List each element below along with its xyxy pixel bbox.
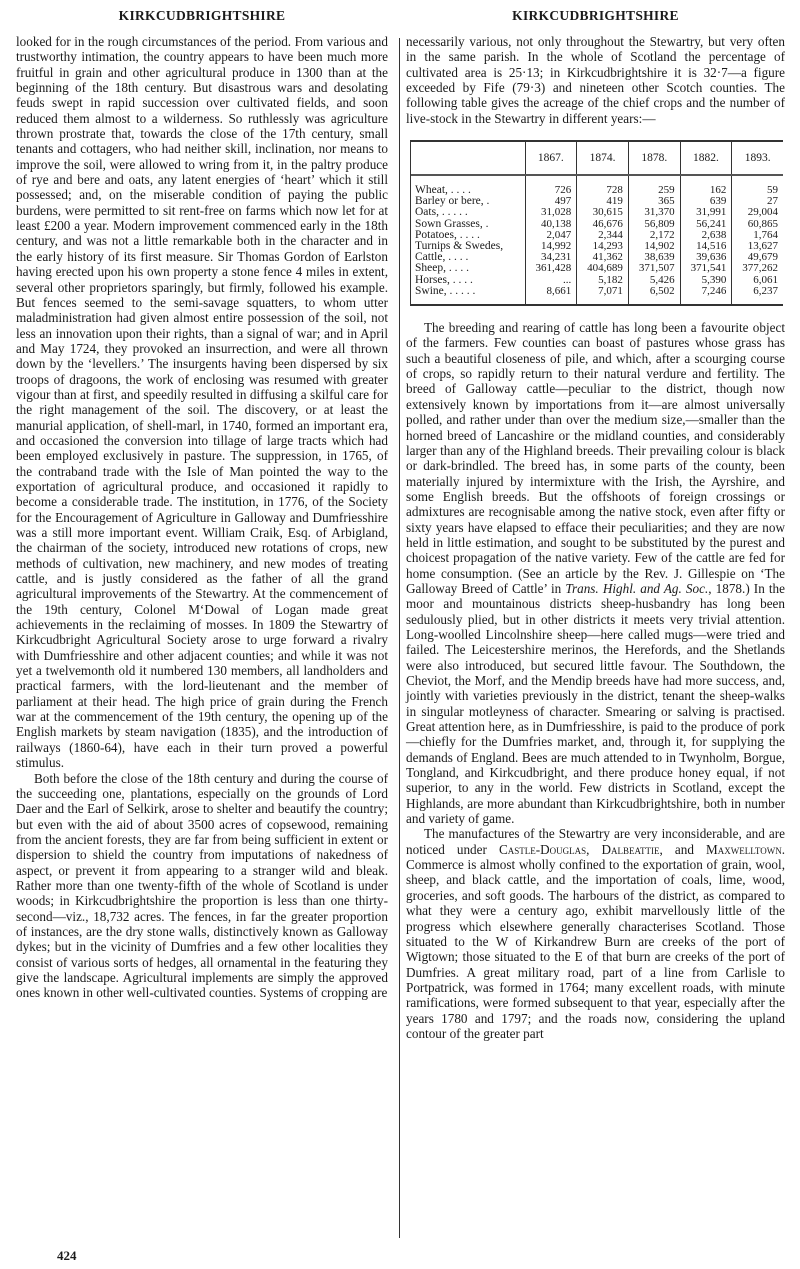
cell: 404,689 xyxy=(577,263,629,274)
paragraph-agriculture-history: looked for in the rough circumstances of the period. From various and trustworthy intimation, the country appears to have been much more fruitful in grain and other agricultural produce in 1300 than at the beginning of the 18th century. But disastrous wars and desolating feuds swept in rapid succession over cultivated fields, and soon reduced them almost to a wilderness. So ruthlessly was agriculture thrown prostrate that, towards the close of the 17th century, small tenants and cottagers, who had neither skill, inclination, nor means to improve the soil, were allowed to wring from it, in the paltry produce of rye and bere and oats, any latent energies of ‘heart’ which it still possessed; and, on the miserable condition of paying the public burdens, were permitted to sit rent-free on farms which now let for at least £200 a year. Modern improvement commenced early in the 18th century, and was not a little remarkable both in the character and in the early history of its first measure. Sir Thomas Gordon of Earlston having erected upon his own property a stone fence 4 miles in extent, several other proprietors sparingly, but firmly, followed his example. But fences seemed to the semi-savage squatters, to whom utter maladministration had given almost entire possession of the soil, not less an innovation upon their rights, than a signal of war; and in April and May 1724, they provoked an insurrection, and were all thrown down by the ‘levellers.’ The insurgents having been dispersed by six troops of dragoons, the work of enclosing was resumed with greater vigour than at first, and speedily resulted in diffusing a skilful care for the right management of the soil. The discovery, or at least the manurial application, of shell-marl, in 1740, formed an important era, and occasioned the conversion into tillage of large tracts which had been employed exclusively in pasture. The suppression, in 1765, of the contraband trade with the Isle of Man pointed the way to the exportation of agricultural produce, and occasioned it rapidly to become a considerable trade. The institution, in 1776, of the Society for the Encouragement of Agriculture in Galloway and Dumfriesshire was a still more important event. William Craik, Esq. of Arbigland, the chairman of the society, introduced new rotations of crops, new methods of cultivation, new machinery, and new modes of treating cattle, and is justly considered as the father of all the grand agricultural improvements of the Stewartry. At the commencement of the 19th century, Colonel M‘Dowal of Logan made great achievements in the reclaiming of mosses. In 1809 the Stewartry of Kirkcudbright Agricultural Society arose to urge forward a rivalry with Dumfriesshire and other adjacent counties; and while it was not yet a twelvemonth old it numbered 130 members, all landholders and practical farmers, with the lord-lieutenant and the member of parliament at their head. The high price of grain during the French war at the commencement of the 19th century, the opening up of the English markets by steam navigation (1835), and the introduction of railways (1860-64), have each in their turn proved a powerful stimulus. xyxy=(16,34,388,771)
row-label: Wheat, . . . . xyxy=(415,184,471,197)
table-header-1867: 1867. xyxy=(525,142,577,175)
table-header-1878: 1878. xyxy=(628,142,680,175)
cell: 7,071 xyxy=(577,286,629,304)
stats-table xyxy=(411,142,783,304)
cell: 5,426 xyxy=(628,275,680,286)
cell: 14,992 xyxy=(525,241,577,252)
table-header-1893: 1893. xyxy=(732,142,783,175)
cell: 1,764 xyxy=(732,230,783,241)
row-label: Barley or bere, . xyxy=(415,195,490,208)
cell: 56,241 xyxy=(680,219,732,230)
cell: 14,516 xyxy=(680,241,732,252)
cell: 30,615 xyxy=(577,207,629,218)
cell: 361,428 xyxy=(525,263,577,274)
table-row xyxy=(411,207,783,218)
running-head-right: KIRKCUDBRIGHTSHIRE xyxy=(512,8,679,23)
row-label: Sown Grasses, . xyxy=(415,217,489,230)
row-label: Horses, . . . . xyxy=(415,273,473,286)
cell: 31,028 xyxy=(525,207,577,218)
cell: 56,809 xyxy=(628,219,680,230)
cattle-text: The breeding and rearing of cattle has long been a favourite object of the farmers. Few counties can boast of pastures whose grass has such a beautiful closeness of pile, and which, after a scourging course of crops, so rapidly return to their natural verdure and fertility. The breed of Galloway cattle—peculiar to the district, though now extensively known by importations from it—are almost universally polled, and rather under than over the medium size,—smaller than the horned breed of Lancashire or the midland counties, and considerably larger than any of the Highland breeds. Their prevailing colour is black or dark-brindled. The breed has, in some parts of the county, been materially injured by intermixture with the Irish, the Ayrshire, and some English breeds. But the offshoots of foreign crossings or admixtures are recognisable among the native stock, even after fifty or sixty years have elapsed to efface their peculiarities; and they are now held in little estimation, and sought to be substituted by the purest and choicest propagation of the native variety. Few of the cattle are fed for home consumption. (See an article by the Rev. J. Gillespie on ‘The Galloway Breed of Cattle’ in xyxy=(406,320,785,596)
cell: 377,262 xyxy=(732,263,783,274)
row-label: Potatoes, . . . . xyxy=(415,228,480,241)
cell: 6,237 xyxy=(732,286,783,304)
row-label: Swine, . . . . . xyxy=(415,284,476,297)
table-header-blank xyxy=(411,142,525,175)
table-row xyxy=(411,263,783,274)
cell: 5,182 xyxy=(577,275,629,286)
cell: 14,293 xyxy=(577,241,629,252)
cell: 726 xyxy=(525,175,577,196)
cell: 13,627 xyxy=(732,241,783,252)
cell: 2,172 xyxy=(628,230,680,241)
row-label: Sheep, . . . . xyxy=(415,262,469,275)
cell: 14,902 xyxy=(628,241,680,252)
cell: 38,639 xyxy=(628,252,680,263)
page-number: 424 xyxy=(57,1248,77,1263)
cell: 59 xyxy=(732,175,783,196)
place-dalbeattie: Dalbeattie xyxy=(601,841,660,857)
paragraph-manufactures xyxy=(406,826,785,1041)
cell: 27 xyxy=(732,196,783,207)
paragraph-cropping-intro: necessarily various, not only throughout the Stewartry, but very often in the same parish. In the whole of Scotland the percentage of cultivated area is 25·13; in Kirkcudbrightshire it is 32·7—a figure exceeded by Fife (79·3) and nineteen other Scotch counties. The following table gives the acreage of the chief crops and the number of live-stock in the Stewartry in different years:— xyxy=(406,34,785,126)
crops-livestock-table xyxy=(410,140,783,306)
cell: 6,502 xyxy=(628,286,680,304)
cell: 46,676 xyxy=(577,219,629,230)
cell: 7,246 xyxy=(680,286,732,304)
paragraph-plantations: Both before the close of the 18th century and during the course of the succeeding one, plantations, especially on the grounds of Lord Daer and the Earl of Selkirk, arose to shelter and beautify the country; but even with the aid of about 3500 acres of copsewood, remaining from the ancient forests, they are far from being sufficient in extent or dispersion to shield the country from imputations of nakedness of aspect, or prevent it from appearing to a stranger wild and bleak. Rather more than one twenty-fifth of the whole of Scotland is under woods; in Kirkcudbrightshire the proportion is less than one thirty-second—viz., 18,732 acres. The fences, in far the greater proportion of instances, are the dry stone walls, distinctively known as Galloway dykes; but in the vicinity of Dumfries and a few other localities they consist of various sorts of hedges, all ornamental in the featuring they give the landscape. Agricultural implements are simply the approved ones known in other well-cultivated counties. Systems of cropping are xyxy=(16,770,388,1001)
cell: 31,370 xyxy=(628,207,680,218)
journal-title: Trans. Highl. and Ag. Soc. xyxy=(565,580,709,596)
row-label: Turnips & Swedes, xyxy=(415,240,504,253)
cell: ... xyxy=(525,275,577,286)
cell: 39,636 xyxy=(680,252,732,263)
place-maxwelltown: Maxwelltown xyxy=(706,841,782,857)
right-column xyxy=(406,0,785,1041)
cell: 34,231 xyxy=(525,252,577,263)
cell: 31,991 xyxy=(680,207,732,218)
manufactures-text: The manufactures of the Stewartry are very inconsiderable, and are noticed under xyxy=(406,826,785,857)
table-header-1882: 1882. xyxy=(680,142,732,175)
place-castle-douglas: Castle-Douglas xyxy=(498,841,587,857)
cattle-text-tail: , 1878.) In the moor and mountainous districts sheep-husbandry has long been sedulously plied, but in other districts it meets very trivial attention. Long-woolled Lincolnshire sheep—here called mugs—were tried and failed. The Leicestershire merinos, the Herefords, and the Shetlands were also introduced, but secured little favour. The Southdown, the Cheviot, the Morf, and the Mendip breeds have had more success, and, jointly with varieties previously in the district, tenant the sheep-walks in singular motleyness of character. Smearing or salving is practised. Great attention here, as in Dumfriesshire, is paid to the produce of pork—chiefly for the Dumfries market, and, through it, for supplying the demands of England. Bees are much attended to in Twynholm, Borgue, Tongland, and Kirkcudbright, and there produce honey equal, if not superior, to any in the world. Few districts in Scotland, except the Highlands, are more abundant than Kirkcudbrightshire, both in number and variety of game. xyxy=(406,580,785,827)
cell: 2,638 xyxy=(680,230,732,241)
cell: 371,541 xyxy=(680,263,732,274)
cell: 6,061 xyxy=(732,275,783,286)
row-label: Cattle, . . . . xyxy=(415,251,469,264)
cell: 497 xyxy=(525,196,577,207)
running-head-left: KIRKCUDBRIGHTSHIRE xyxy=(118,8,286,23)
cell: 29,004 xyxy=(732,207,783,218)
table-header-row xyxy=(411,142,783,175)
cell: 60,865 xyxy=(732,219,783,230)
table-header-1874: 1874. xyxy=(577,142,629,175)
separator: , xyxy=(586,841,602,857)
cell: 162 xyxy=(680,175,732,196)
table-row xyxy=(411,175,783,196)
cell: 49,679 xyxy=(732,252,783,263)
cell: 2,047 xyxy=(525,230,577,241)
separator: , and xyxy=(659,841,706,857)
table-row xyxy=(411,286,783,304)
cell: 371,507 xyxy=(628,263,680,274)
cell: 2,344 xyxy=(577,230,629,241)
cell: 8,661 xyxy=(525,286,577,304)
cell: 419 xyxy=(577,196,629,207)
cell: 728 xyxy=(577,175,629,196)
left-column xyxy=(16,0,388,1001)
cell: 5,390 xyxy=(680,275,732,286)
cell: 259 xyxy=(628,175,680,196)
cell: 40,138 xyxy=(525,219,577,230)
cell: 365 xyxy=(628,196,680,207)
cell: 41,362 xyxy=(577,252,629,263)
manufactures-text-tail: . Commerce is almost wholly confined to the exportation of grain, wool, sheep, and black cattle, and the importation of coals, lime, wood, groceries, and soft goods. The harbours of the district, as compared to what they were a century ago, exhibit marvellously little of the progress which elsewhere generally characterises Scotland. Those situated to the W of Kirkandrew Burn are creeks of the port of Wigtown; those situated to the E of that burn are creeks of the port of Dumfries. A great military road, part of a line from Carlisle to Portpatrick, was formed in 1764; many excellent roads, with minute ramifications, were formed subsequent to that year, especially after the years 1780 and 1797; and the roads now, considering the upland contour of the greater part xyxy=(406,841,786,1041)
cell: 639 xyxy=(680,196,732,207)
paragraph-cattle-sheep xyxy=(406,320,785,826)
row-label: Oats, . . . . . xyxy=(415,206,468,219)
column-divider xyxy=(399,38,400,1238)
